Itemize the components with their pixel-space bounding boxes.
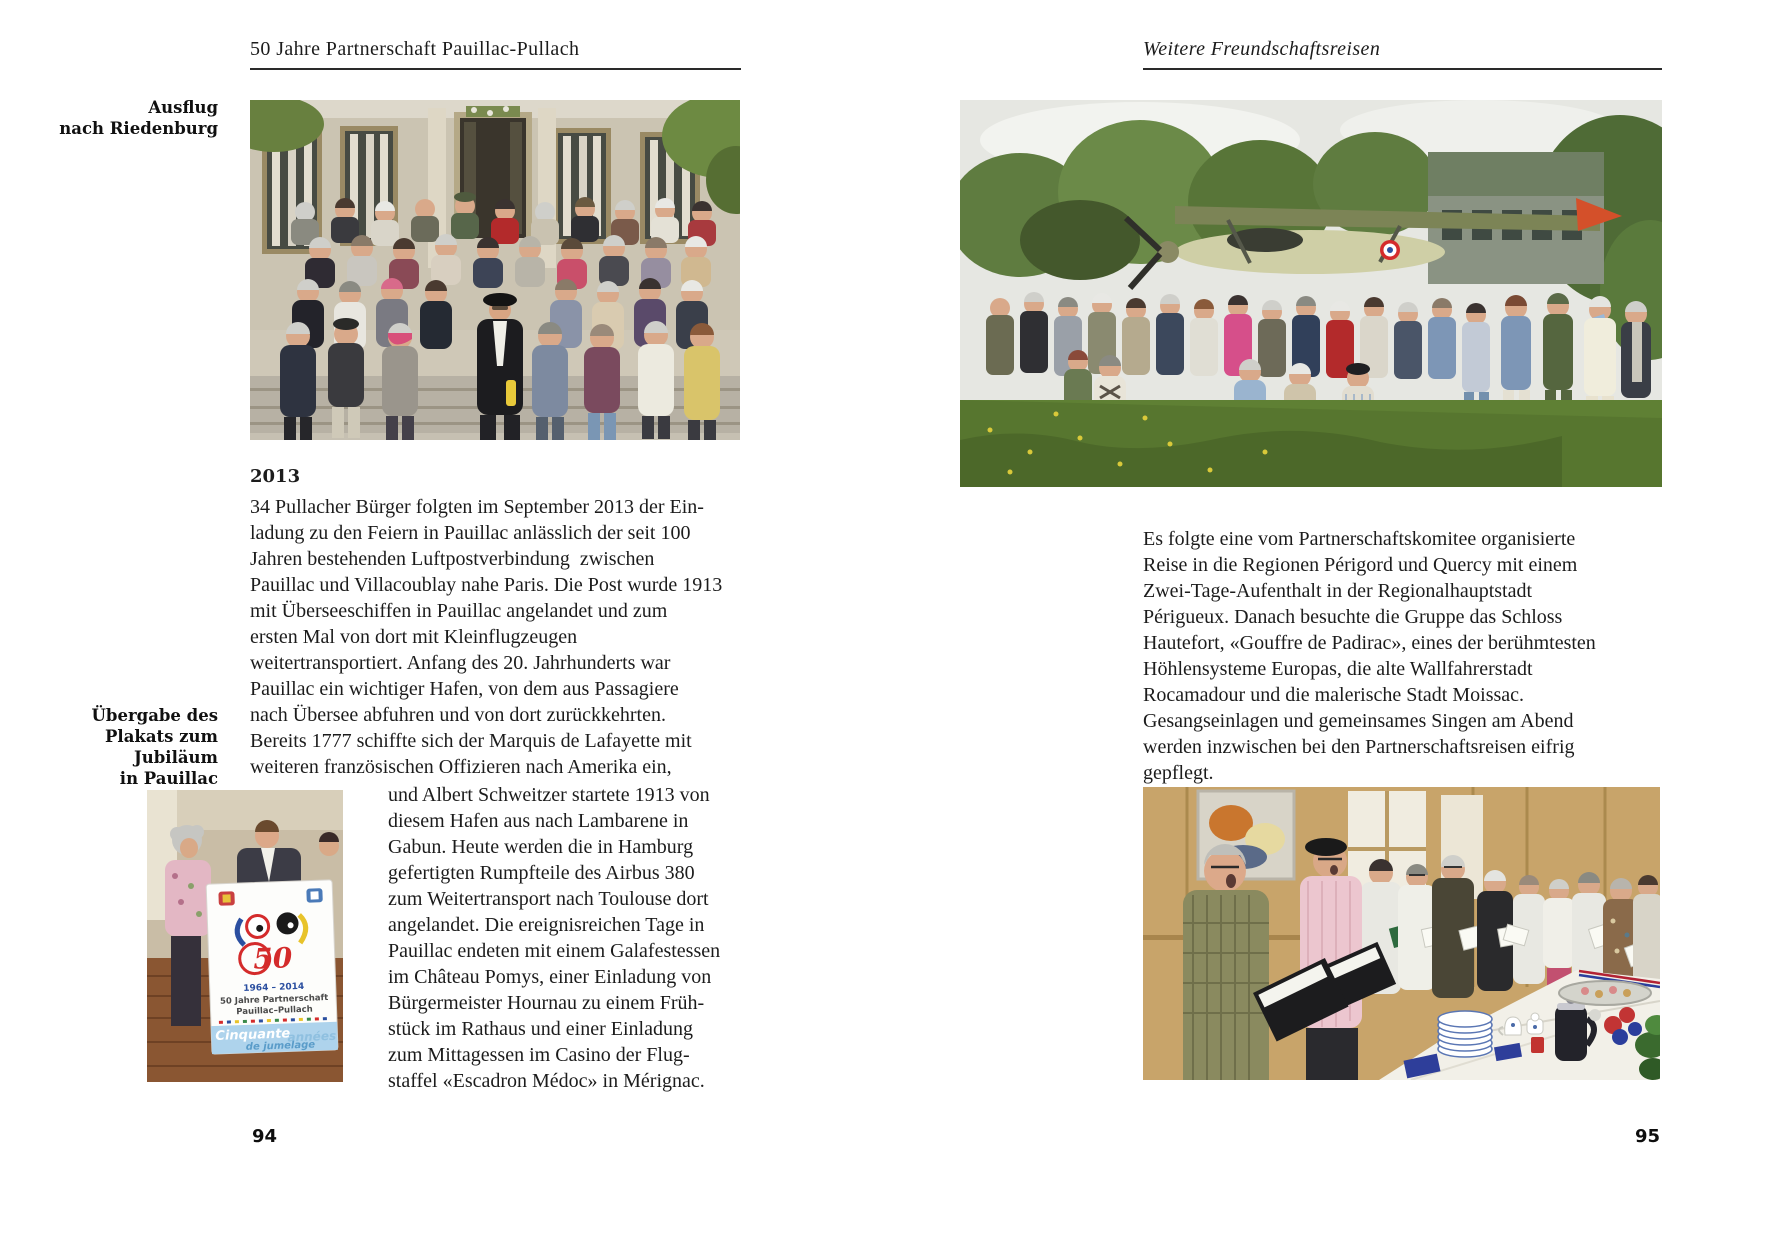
poster-emblem-left [218, 891, 234, 906]
poster-banner-word1: Cinquante [215, 1026, 291, 1044]
text-line: Jahren bestehenden Luftpostverbindung zwischen [250, 548, 655, 570]
text-line: Bürgermeister Hournau zu einem Früh- [388, 992, 705, 1014]
text-line: ersten Mal von dort mit Kleinflugzeugen [250, 626, 578, 648]
text-line: nach Übersee abfuhren und von dort zurückkehrten. [250, 704, 666, 726]
text-line: im Château Pomys, einer Einladung von [388, 966, 712, 988]
page-number-left: 94 [252, 1126, 278, 1147]
photo-riedenburg-group [250, 100, 740, 440]
serving-tray [1559, 981, 1651, 1005]
photo-singing-group [1143, 787, 1660, 1080]
text-line: zum Weitertransport nach Toulouse dort [388, 888, 709, 910]
text-line: Gabun. Heute werden die in Hamburg [388, 836, 694, 858]
text-line: werden inzwischen bei den Partnerschaftsreisen eifrig [1143, 736, 1575, 758]
running-head-left: 50 Jahre Partnerschaft Pauillac-Pullach [250, 38, 741, 70]
text-line: 34 Pullacher Bürger folgten im September 2013 der Ein- [250, 496, 704, 518]
meadow [960, 400, 1662, 487]
photo-poster-handover [147, 790, 343, 1082]
text-line: gepflegt. [1143, 762, 1214, 784]
text-line: weitertransportiert. Anfang des 20. Jahrhunderts war [250, 652, 671, 674]
poster-emblem-right [306, 888, 322, 903]
poster-banner-word2: années [287, 1028, 337, 1045]
text-line: nach Riedenburg [59, 119, 218, 138]
text-line: staffel «Escadron Médoc» in Mérignac. [388, 1070, 705, 1092]
body-text-left [250, 494, 728, 780]
page-number-right: 95 [1634, 1126, 1660, 1147]
poster-title-line1: 50 Jahre Partnerschaft [219, 993, 329, 1007]
text-line: Rocamadour und die malerische Stadt Moissac. [1143, 684, 1525, 706]
text-line: ladung zu den Feiern in Pauillac anlässlich der seit 100 [250, 522, 691, 544]
text-line: stück im Rathaus und einer Einladung [388, 1018, 693, 1040]
poster-title-line2: Pauillac–Pullach [236, 1004, 313, 1018]
running-head-right: Weitere Freundschaftsreisen [1143, 38, 1662, 70]
text-line: mit Überseeschiffen in Pauillac angelandet und zum [250, 600, 668, 622]
text-line: Zwei-Tage-Aufenthalt in der Regionalhauptstadt [1143, 580, 1533, 602]
poster-banner-word3: de jumelage [245, 1039, 316, 1053]
text-line: Es folgte eine vom Partnerschaftskomitee organisierte [1143, 528, 1576, 550]
text-line: zum Mittagessen im Casino der Flug- [388, 1044, 690, 1066]
jubilee-poster [206, 880, 338, 1054]
text-line: in Pauillac [119, 769, 218, 788]
text-line: Pauillac und Villacoublay nahe Paris. Die Post wurde 1913 [250, 574, 723, 596]
section-year-label: 2013 [250, 466, 301, 487]
margin-note-riedenburg [20, 97, 218, 139]
text-line: Gesangseinlagen und gemeinsames Singen am Abend [1143, 710, 1574, 732]
text-line: und Albert Schweitzer startete 1913 von [388, 784, 710, 806]
text-line: Bereits 1777 schiffte sich der Marquis de Lafayette mit [250, 730, 692, 752]
text-line: weiteren französischen Offizieren nach Amerika ein, [250, 756, 672, 778]
body-text-right [1143, 526, 1662, 786]
text-line: Périgueux. Danach besuchte die Gruppe das Schloss [1143, 606, 1563, 628]
text-line: gefertigten Rumpfteile des Airbus 380 [388, 862, 695, 884]
body-text-left-wrapped [388, 782, 728, 1094]
text-line: Ausflug [148, 98, 218, 117]
plate-stack [1438, 1011, 1492, 1057]
crowd [280, 192, 720, 440]
text-line: Übergabe des [91, 706, 218, 725]
text-line: Hautefort, «Gouffre de Padirac», eines der berühmtesten [1143, 632, 1596, 654]
margin-note-plakat [20, 705, 218, 789]
text-line: angelandet. Die ereignisreichen Tage in [388, 914, 705, 936]
photo-airfield-group [960, 100, 1662, 487]
text-line: Pauillac endeten mit einem Galafestessen [388, 940, 721, 962]
text-line: diesem Hafen aus nach Lambarene in [388, 810, 689, 832]
poster-logo-number: 50 [252, 941, 293, 976]
text-line: Reise in die Regionen Périgord und Quercy mit einem [1143, 554, 1578, 576]
text-line: Plakats zum Jubiläum [105, 727, 218, 767]
poster-years-text: 1964 – 2014 [243, 981, 305, 994]
red-cup [1531, 1037, 1544, 1053]
text-line: Höhlensysteme Europas, die alte Wallfahrerstadt [1143, 658, 1533, 680]
text-line: Pauillac ein wichtiger Hafen, von dem aus Passagiere [250, 678, 679, 700]
